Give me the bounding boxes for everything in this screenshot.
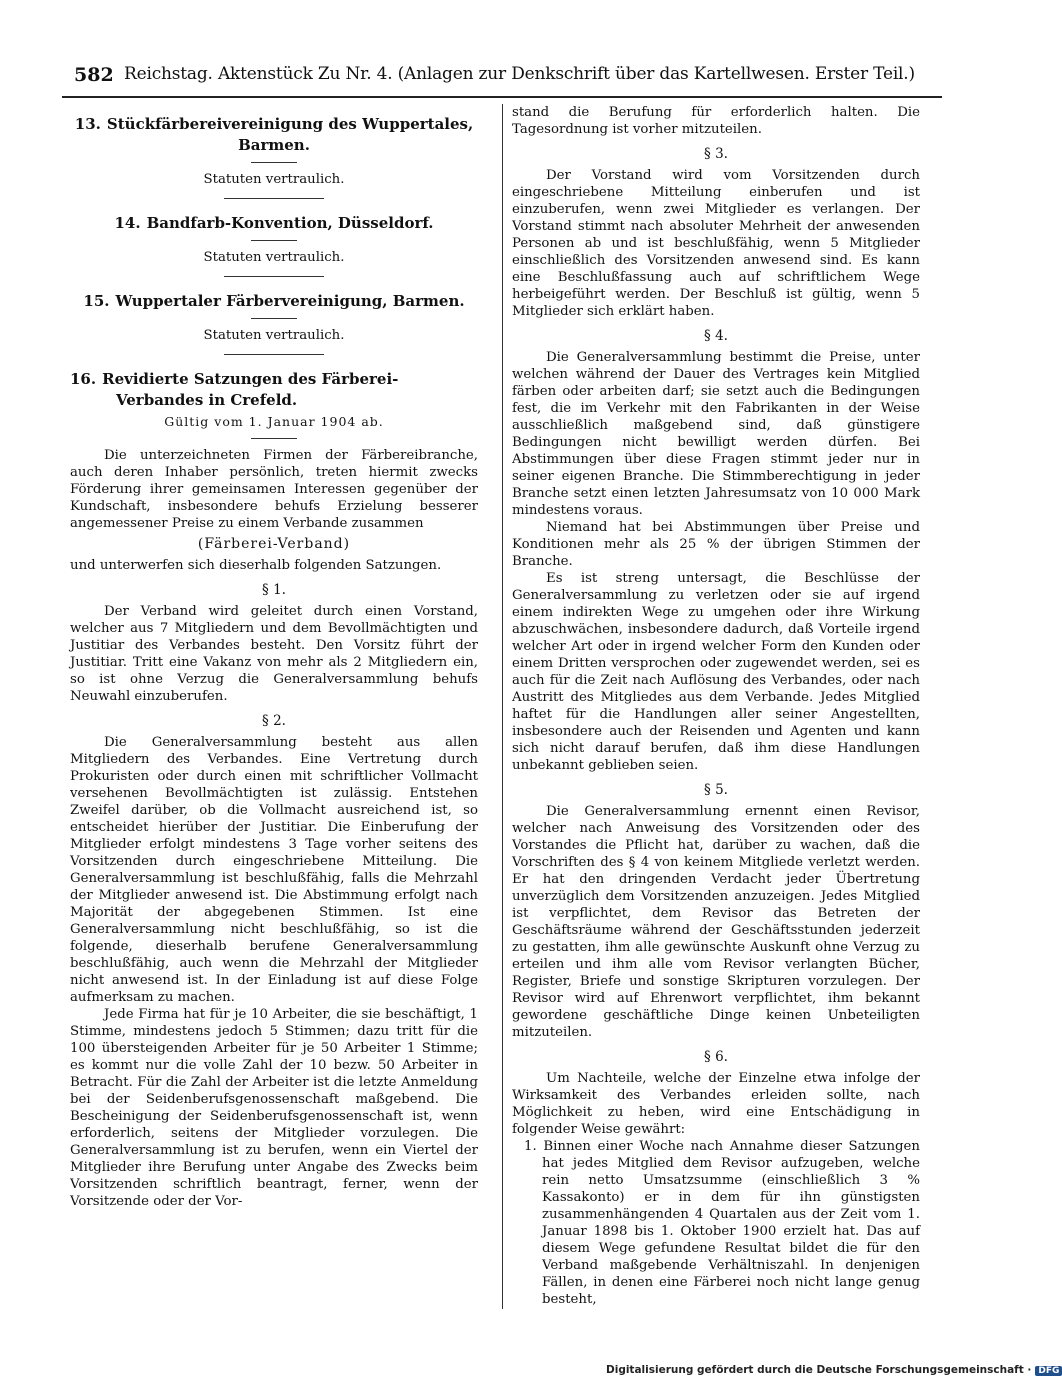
page-header xyxy=(62,58,942,92)
paragraph-4-text-b: Niemand hat bei Abstimmungen über Preise und Konditionen mehr als 25 % der übrigen Stimmen der Branche. xyxy=(512,520,920,569)
dfg-logo: DFG xyxy=(1035,1366,1062,1376)
paragraph-1-text: Der Verband wird geleitet durch einen Vorstand, welcher aus 7 Mitgliedern und dem Bevollmächtigten und Justitiar des Verbandes besteht. Den Vorsitz führt der Justitiar. Tritt eine Vakanz von mehr als 2 Mitgliedern ein, so ist ohne Verzug die Generalversammlung behufs Neuwahl einzuberufen. xyxy=(70,604,478,704)
right-column xyxy=(512,104,920,1308)
section-14-number: 14. xyxy=(114,214,141,232)
footer-credit xyxy=(606,1364,1060,1376)
paragraph-2-sign: § 2. xyxy=(262,713,286,729)
divider xyxy=(251,318,297,319)
paragraph-5-sign: § 5. xyxy=(704,782,728,798)
section-16-title xyxy=(70,369,478,411)
divider xyxy=(251,438,297,439)
paragraph-6-sign: § 6. xyxy=(704,1049,728,1065)
page-number: 582 xyxy=(74,64,114,86)
validity-note: Gültig vom 1. Januar 1904 ab. xyxy=(164,414,384,429)
paragraph-5-text: Die Generalversammlung ernennt einen Revisor, welcher nach Anweisung des Vorsitzenden oder des Vorstandes die Pflicht hat, darüber zu wachen, daß die Vorschriften des § 4 von keinem Mitgliede verletzt werden. Er hat den dringenden Verdacht jeder Übertretung unverzüglich dem Vorsitzenden anzuzeigen. Jedes Mitglied ist verpflichtet, dem Revisor das Betreten der Geschäftsräume während der Geschäftsstunden jederzeit zu gestatten, ihm alle gewünschte Auskunft ohne Verzug zu erteilen und ihm alle vom Revisor verlangten Bücher, Register, Briefe und sonstige Skripturen vorzulegen. Der Revisor wird auf Ehrenwort verpflichtet, ihm bekannt gewordene geschäftliche Dinge keinen Unbeteiligten mitzuteilen. xyxy=(512,804,920,1040)
divider xyxy=(251,162,297,163)
running-head: Reichstag. Aktenstück Zu Nr. 4. (Anlagen zur Denkschrift über das Kartellwesen. Erster Teil.) xyxy=(124,64,915,84)
section-16-heading: Revidierte Satzungen des Färberei-Verbandes in Crefeld. xyxy=(102,370,399,409)
section-14-note: Statuten vertraulich. xyxy=(203,250,345,265)
column-divider xyxy=(502,104,503,1309)
divider xyxy=(251,240,297,241)
paragraph-4-text-c: Es ist streng untersagt, die Beschlüsse der Generalversammlung zu verletzen oder sie auf irgend einem indirekten Wege zu umgehen oder ihre Wirkung abzuschwächen, insbesondere dadurch, daß Vorteile irgend welcher Art oder in irgend welcher Form den Kunden oder einem Dritten versprochen oder zugewendet werden, sei es auch für die Zeit nach Auflösung des Verbandes, oder nach Austritt des Mitgliedes aus dem Verbande. Jedes Mitglied haftet für die Handlungen aller seiner Angestellten, insbesondere auch der Reisenden und Agenten und kann sich nicht darauf berufen, daß ihm diese Handlungen unbekannt geblieben seien. xyxy=(512,571,920,773)
left-column xyxy=(70,104,478,1210)
section-13-number: 13. xyxy=(74,115,101,133)
association-name: (Färberei-Verband) xyxy=(197,536,351,552)
paragraph-4-sign: § 4. xyxy=(704,328,728,344)
section-13-title xyxy=(70,114,478,156)
section-15-heading: Wuppertaler Färbervereinigung, Barmen. xyxy=(115,292,465,310)
intro-closing: und unterwerfen sich dieserhalb folgenden Satzungen. xyxy=(70,558,442,573)
paragraph-6-item-1: 1. Binnen einer Woche nach Annahme dieser Satzungen hat jedes Mitglied dem Revisor aufzugeben, welche rein netto Umsatzsumme (einschließlich 3 % Kassakonto) er in dem für ihn günstigsten zusammenhängenden 4 Quartalen aus der Zeit vom 1. Januar 1898 bis 1. Oktober 1900 erzielt hat. Das auf diesem Wege gefundene Resultat bildet die für den Verband maßgebende Verhältniszahl. In denjenigen Fällen, in denen eine Färberei noch nicht lange genug besteht, xyxy=(524,1139,920,1307)
section-14-title xyxy=(70,213,478,234)
section-13-heading: Stückfärbereivereinigung des Wuppertales, Barmen. xyxy=(106,115,474,154)
paragraph-1-sign: § 1. xyxy=(262,582,286,598)
intro-paragraph: Die unterzeichneten Firmen der Färbereibranche, auch deren Inhaber persönlich, treten hiermit zwecks Förderung ihrer gemeinsamen Interessen gegenüber der Kundschaft, insbesondere behufs Erzielung besserer angemessener Preise zu einem Verbande zusammen xyxy=(70,448,478,531)
paragraph-2-text-a: Die Generalversammlung besteht aus allen Mitgliedern des Verbandes. Eine Vertretung durch Prokuristen oder durch einen mit schriftlicher Vollmacht versehenen Bevollmächtigten ist zulässig. Entstehen Zweifel darüber, ob die Vollmacht ausreichend ist, so entscheidet hierüber der Justitiar. Die Einberufung der Mitglieder erfolgt mindestens 3 Tage vorher seitens des Vorsitzenden durch eingeschriebene Mitteilung. Die Generalversammlung ist beschlußfähig, falls die Mehrzahl der Mitglieder anwesend ist. Die Abstimmung erfolgt nach Majorität der abgegebenen Stimmen. Ist eine Generalversammlung nicht beschlußfähig, so ist die folgende, dieserhalb berufene Generalversammlung beschlußfähig, auch wenn die Mehrzahl der Mitglieder nicht anwesend ist. In der Einladung ist auf diese Folge aufmerksam zu machen. xyxy=(70,735,478,1005)
section-16-number: 16. xyxy=(70,370,97,388)
paragraph-3-text: Der Vorstand wird vom Vorsitzenden durch eingeschriebene Mitteilung einberufen und ist einzuberufen, wenn zwei Mitglieder es verlangen. Der Vorstand stimmt nach absoluter Mehrheit der anwesenden Personen ab und ist beschlußfähig, wenn 5 Mitglieder einschließlich des Vorsitzenden anwesend sind. Es kann eine Beschlußfassung auch auf schriftlichem Wege herbeigeführt werden. Der Beschluß ist gültig, wenn 5 Mitglieder sich erklärt haben. xyxy=(512,168,920,319)
section-15-number: 15. xyxy=(83,292,110,310)
header-rule xyxy=(62,96,942,98)
section-14-heading: Bandfarb-Konvention, Düsseldorf. xyxy=(146,214,434,232)
footer-text: Digitalisierung gefördert durch die Deutsche Forschungsgemeinschaft · xyxy=(606,1364,1032,1376)
divider xyxy=(224,198,324,199)
paragraph-3-sign: § 3. xyxy=(704,146,728,162)
section-13-note: Statuten vertraulich. xyxy=(203,172,345,187)
paragraph-2-text-b: Jede Firma hat für je 10 Arbeiter, die sie beschäftigt, 1 Stimme, mindestens jedoch 5 Stimmen; dazu tritt für die 100 übersteigenden Arbeiter für je 50 Arbeiter 1 Stimme; es kommt nur die volle Zahl der 10 bezw. 50 Arbeiter in Betracht. Für die Zahl der Arbeiter ist die letzte Anmeldung bei der Seidenberufsgenossenschaft maßgebend. Die Bescheinigung der Seidenberufsgenossenschaft ist, wenn erforderlich, seitens der Mitglieder vorzulegen. Die Generalversammlung ist zu berufen, wenn ein Viertel der Mitglieder ihre Berufung unter Angabe des Zwecks beim Vorsitzenden schriftlich beantragt, ferner, wenn der Vorsitzende oder der Vor- xyxy=(70,1007,478,1209)
section-15-title xyxy=(70,291,478,312)
paragraph-6-text: Um Nachteile, welche der Einzelne etwa infolge der Wirksamkeit des Verbandes erleiden sollte, nach Möglichkeit zu heben, wird eine Entschädigung in folgender Weise gewährt: xyxy=(512,1071,920,1137)
continuation-text: stand die Berufung für erforderlich halten. Die Tagesordnung ist vorher mitzuteilen. xyxy=(512,105,920,137)
paragraph-4-text-a: Die Generalversammlung bestimmt die Preise, unter welchen während der Dauer des Vertrages kein Mitglied färben oder arbeiten darf; sie setzt auch die Bedingungen fest, die im Verkehr mit den Fabrikanten in der Weise ausschließlich maßgebend sind, daß günstigere Bedingungen nicht bewilligt werden dürfen. Bei Abstimmungen über diese Fragen stimmt jeder nur in seiner eigenen Branche. Die Stimmberechtigung in jeder Branche setzt einen letzten Jahresumsatz von 10 000 Mark mindestens voraus. xyxy=(512,350,920,518)
divider xyxy=(224,276,324,277)
section-15-note: Statuten vertraulich. xyxy=(203,328,345,343)
divider xyxy=(224,354,324,355)
